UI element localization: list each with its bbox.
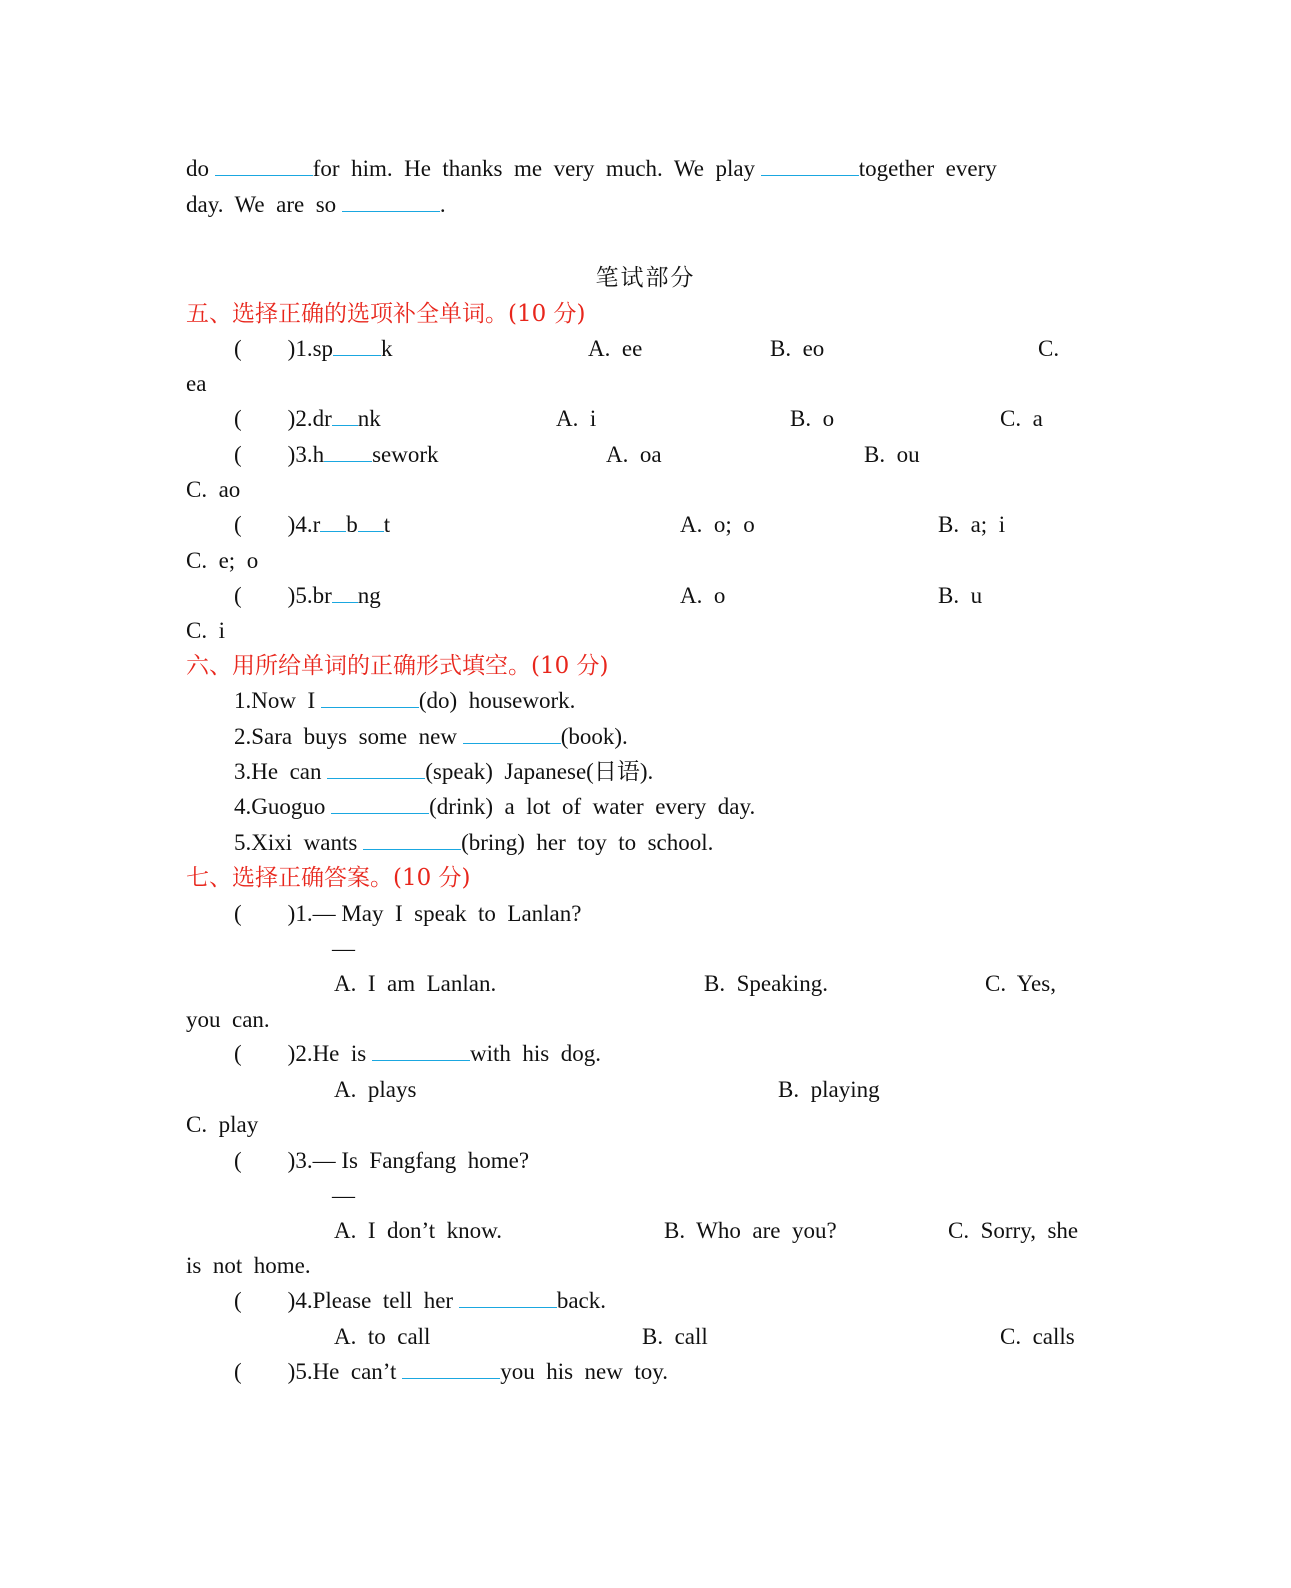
section-title: 笔试部分 [595,265,696,291]
s5-q2-option-c: C. a [1000,406,1043,431]
s5-q1-option-c-wrap: ea [186,371,207,396]
answer-blank[interactable] [332,405,358,426]
s7-q3-option-b: B. Who are you? [664,1218,837,1243]
s6-q1: 1.Now I (do) housework. [234,688,576,713]
answer-blank[interactable] [321,687,419,708]
s6-q3: 3.He can (speak) Japanese(日语). [234,759,654,784]
answer-blank[interactable] [333,335,381,356]
s5-q4-option-c: C. e; o [186,548,259,573]
s5-q4-option-b: B. a; i [938,512,1006,537]
s7-q3-option-c: C. Sorry, she [948,1218,1079,1243]
s6-q2: 2.Sara buys some new (book). [234,724,628,749]
s5-q1-option-a: A. ee [588,336,643,361]
s6-q5: 5.Xixi wants (bring) her toy to school. [234,830,714,855]
s5-q3-option-a: A. oa [606,442,662,467]
answer-blank[interactable] [324,441,372,462]
s7-q4-option-b: B. call [642,1324,708,1349]
s5-q5-stem: ( )5.br ng [234,583,381,608]
s5-q2-option-a: A. i [556,406,597,431]
s5-q1-stem: ( )1.sp k [234,336,393,361]
section-6-heading: 六、用所给单词的正确形式填空。(10 分) [186,653,609,679]
s5-q3-stem: ( )3.h sework [234,442,439,467]
s7-q4-stem: ( )4.Please tell her back. [234,1288,606,1313]
s7-q1-option-b: B. Speaking. [704,971,828,996]
s7-q3-stem: ( )3.— Is Fangfang home? [234,1148,530,1173]
answer-blank[interactable] [215,155,313,176]
s5-q2-stem: ( )2.dr nk [234,406,381,431]
answer-blank[interactable] [327,758,425,779]
answer-blank[interactable] [402,1358,500,1379]
s5-q2-option-b: B. o [790,406,835,431]
s7-q3-dash: — [332,1183,355,1208]
s7-q1-option-c-wrap: you can. [186,1007,270,1032]
s7-q1-option-a: A. I am Lanlan. [334,971,497,996]
answer-blank[interactable] [363,829,461,850]
s7-q2-stem: ( )2.He is with his dog. [234,1041,601,1066]
s7-q3-option-c-wrap: is not home. [186,1253,311,1278]
s7-q2-option-b: B. playing [778,1077,880,1102]
s5-q5-option-a: A. o [680,583,726,608]
passage-line-2: day. We are so . [186,192,446,217]
s7-q3-option-a: A. I don’t know. [334,1218,503,1243]
s7-q5-stem: ( )5.He can’t you his new toy. [234,1359,668,1384]
s7-q4-option-c: C. calls [1000,1324,1075,1349]
s5-q3-option-c: C. ao [186,477,241,502]
answer-blank[interactable] [320,511,346,532]
s5-q4-stem: ( )4.r b t [234,512,391,537]
passage-line-1: do for him. He thanks me very much. We play together every [186,156,997,181]
s6-q4: 4.Guoguo (drink) a lot of water every day. [234,794,756,819]
s7-q1-option-c: C. Yes, [985,971,1056,996]
answer-blank[interactable] [372,1040,470,1061]
s5-q3-option-b: B. ou [864,442,920,467]
s5-q4-option-a: A. o; o [680,512,755,537]
s7-q2-option-c: C. play [186,1112,259,1137]
answer-blank[interactable] [358,511,384,532]
section-7-heading: 七、选择正确答案。(10 分) [186,865,471,891]
s5-q5-option-c: C. i [186,618,225,643]
answer-blank[interactable] [332,582,358,603]
s5-q5-option-b: B. u [938,583,983,608]
s7-q2-option-a: A. plays [334,1077,417,1102]
answer-blank[interactable] [459,1287,557,1308]
s7-q1-dash: — [332,936,355,961]
answer-blank[interactable] [342,191,440,212]
answer-blank[interactable] [463,723,561,744]
s5-q1-option-b: B. eo [770,336,825,361]
s7-q1-stem: ( )1.— May I speak to Lanlan? [234,901,582,926]
section-5-heading: 五、选择正确的选项补全单词。(10 分) [186,301,586,327]
answer-blank[interactable] [331,793,429,814]
answer-blank[interactable] [761,155,859,176]
s5-q1-option-c: C. [1038,336,1060,361]
s7-q4-option-a: A. to call [334,1324,431,1349]
